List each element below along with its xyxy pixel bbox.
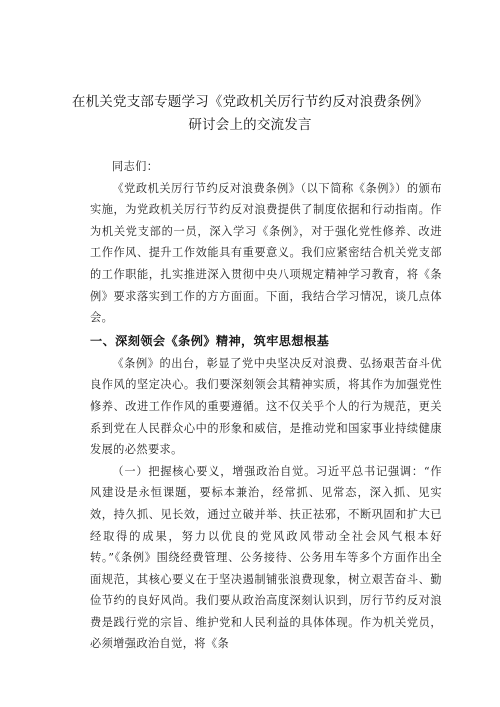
paragraph-intro: 《党政机关厉行节约反对浪费条例》（以下简称《条例》）的颁布实施，为党政机关厉行节约反对浪费提供了制度依据和行动指南。作为机关党支部的一员，深入学习《条例》，对于强化党性修养、改进工作作风、提升工作效能具有重要意义。我们应紧密结合机关党支部的工作职能，扎实推进深入贯彻中央八项规定精神学习教育，将《条例》要求落实到工作的方方面面。下面，我结合学习情况，谈几点体会。 [90,181,442,325]
document-title-line1: 在机关党支部专题学习《党政机关厉行节约反对浪费条例》 [71,94,429,110]
salutation [90,156,442,178]
section-heading-1: 一、深刻领会《条例》精神，筑牢思想根基 [90,333,330,348]
paragraph-section1-point1: （一）把握核心要义，增强政治自觉。习近平总书记强调：“作风建设是永恒课题，要标本兼治，经常抓、见常态，深入抓、见实效，持久抓、见长效，通过立破并举、扶正祛邪，不断巩固和扩大已经取得的成果，努力以优良的党风政风带动全社会风气根本好转。”《条例》围绕经费管理、公务接待、公务用车等多个方面作出全面规范，其核心要义在于坚决遏制铺张浪费现象，树立艰苦奋斗、勤俭节约的良好风尚。我们要从政治高度深刻认识到，厉行节约反对浪费是践行党的宗旨、维护党和人民利益的具体体现。作为机关党员，必须增强政治自觉，将《条 [90,464,442,651]
paragraph-section1-intro: 《条例》的出台，彰显了党中央坚决反对浪费、弘扬艰苦奋斗优良作风的坚定决心。我们要深刻领会其精神实质，将其作为加强党性修养、改进工作作风的重要遵循。这不仅关乎个人的行为规范，更关系到党在人民群众心中的形象和威信，是推动党和国家事业持续健康发展的必然要求。 [90,356,442,457]
document-body [90,156,442,655]
document-title-line2: 研讨会上的交流发言 [188,117,312,133]
salutation-text: 同志们： [112,160,159,173]
